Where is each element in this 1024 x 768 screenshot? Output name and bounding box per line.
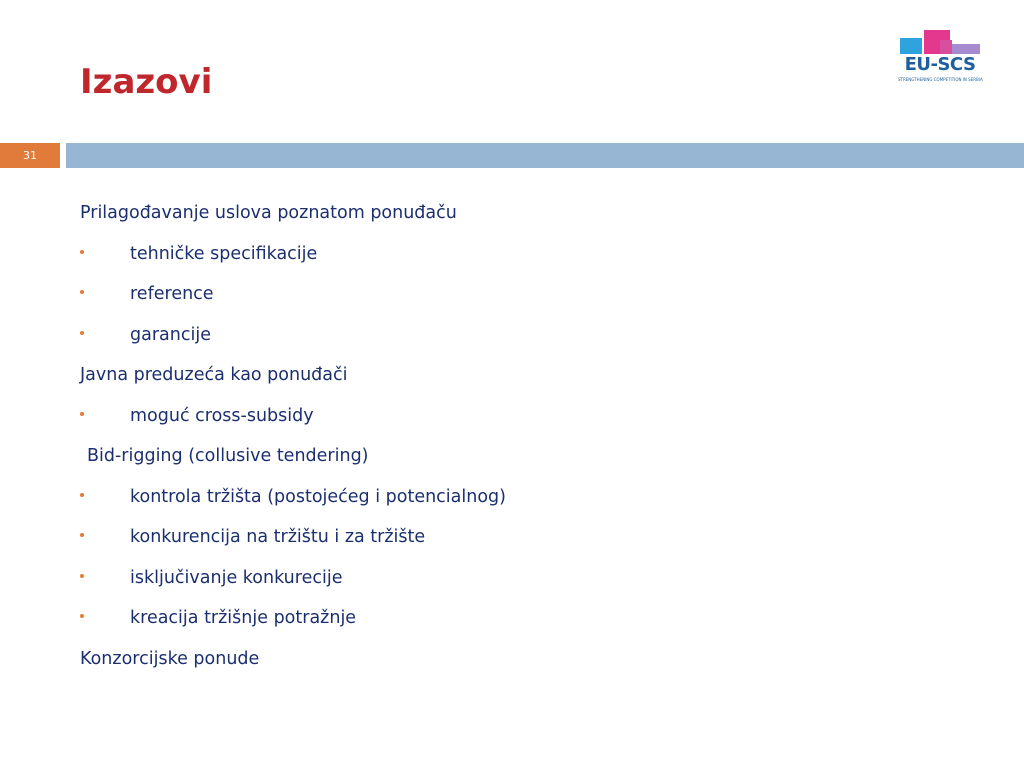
list-item-bullet [80, 322, 980, 363]
bullet-dot-icon [80, 493, 84, 497]
list-item-bullet [80, 281, 980, 322]
slide-content-list [80, 200, 980, 686]
header-divider-bar [66, 143, 1024, 168]
logo-lavender-block [950, 44, 980, 54]
list-item-bullet [80, 605, 980, 646]
bullet-dot-icon [80, 412, 84, 416]
logo-text: EU-SCS [904, 54, 976, 75]
list-item-bullet [80, 484, 980, 525]
bullet-dot-icon [80, 533, 84, 537]
slide-title: Izazovi [80, 62, 213, 102]
bullet-dot-icon [80, 331, 84, 335]
list-item-text: moguć cross-subsidy [130, 405, 314, 426]
list-item-text: kontrola tržišta (postojećeg i potencialnog) [130, 486, 506, 507]
list-item-text: konkurencija na tržištu i za tržište [130, 527, 426, 547]
list-item-bullet [80, 524, 980, 565]
list-item-text: tehničke specifikacije [130, 243, 318, 264]
list-item-text: Javna preduzeća kao ponuđači [80, 365, 348, 385]
list-item-bullet [80, 241, 980, 282]
list-item-text: Konzorcijske ponude [80, 648, 260, 669]
list-item-heading [80, 200, 980, 241]
eu-scs-logo [898, 28, 982, 86]
bullet-dot-icon [80, 250, 84, 254]
bullet-dot-icon [80, 574, 84, 578]
list-item-text: Prilagođavanje uslova poznatom ponuđaču [80, 203, 457, 223]
list-item-heading [80, 646, 980, 687]
logo-tagline: STRENGTHENING COMPETITION IN SERBIA [898, 77, 983, 82]
list-item-heading [80, 443, 980, 484]
list-item-text: garancije [130, 324, 211, 345]
logo-magenta-block [940, 40, 952, 54]
list-item-bullet [80, 565, 980, 606]
list-item-text: kreacija tržišnje potražnje [130, 608, 357, 628]
list-item-bullet [80, 403, 980, 444]
list-item-text: Bid-rigging (collusive tendering) [87, 446, 369, 466]
list-item-text: reference [130, 284, 214, 304]
bullet-dot-icon [80, 290, 84, 294]
slide-number: 31 [0, 143, 60, 168]
logo-blue-block [900, 38, 922, 54]
list-item-heading [80, 362, 980, 403]
bullet-dot-icon [80, 614, 84, 618]
list-item-text: isključivanje konkurecije [130, 567, 343, 588]
